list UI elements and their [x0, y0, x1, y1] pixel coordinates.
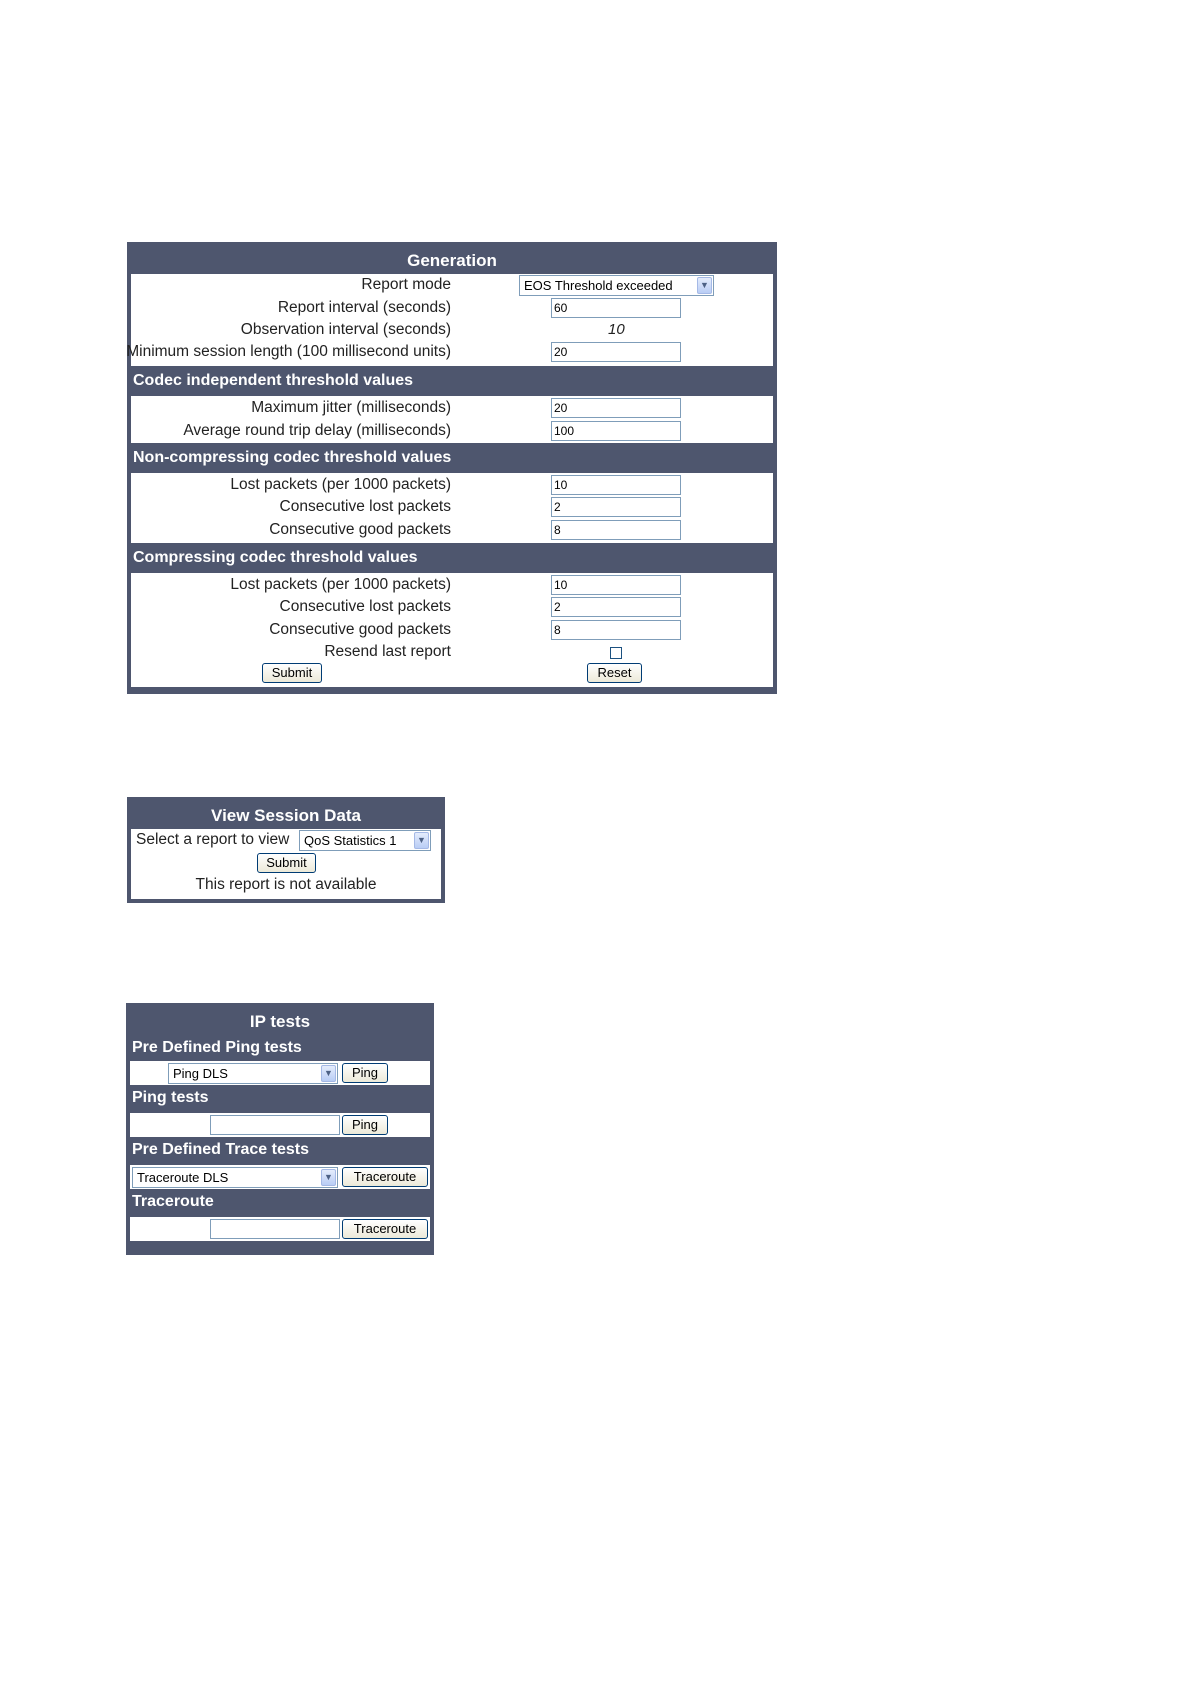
- nc-consec-good-label: Consecutive good packets: [269, 521, 451, 538]
- predef-trace-button[interactable]: Traceroute: [342, 1167, 428, 1187]
- nc-consec-lost-label: Consecutive lost packets: [279, 498, 451, 515]
- traceroute-heading: Traceroute: [132, 1193, 214, 1210]
- max-jitter-label: Maximum jitter (milliseconds): [251, 399, 451, 416]
- generation-title: Generation: [407, 251, 497, 270]
- session-submit-button[interactable]: Submit: [257, 853, 316, 873]
- c-lost-packets-label: Lost packets (per 1000 packets): [230, 576, 451, 593]
- resend-last-report-checkbox[interactable]: [610, 647, 622, 659]
- ping-button[interactable]: Ping: [342, 1115, 388, 1135]
- c-consec-good-input[interactable]: 8: [551, 620, 681, 640]
- report-interval-label: Report interval (seconds): [277, 299, 451, 316]
- ping-input[interactable]: [210, 1115, 340, 1135]
- avg-rtt-label: Average round trip delay (milliseconds): [183, 422, 451, 439]
- session-report-select[interactable]: [299, 830, 431, 851]
- nc-consec-good-input[interactable]: 8: [551, 520, 681, 540]
- predef-trace-value: Traceroute DLS: [137, 1170, 229, 1185]
- report-interval-input[interactable]: 60: [551, 298, 681, 318]
- traceroute-button[interactable]: Traceroute: [342, 1219, 428, 1239]
- resend-last-report-label: Resend last report: [324, 643, 451, 660]
- predef-ping-select[interactable]: [168, 1063, 338, 1084]
- non-compressing-heading: Non-compressing codec threshold values: [133, 449, 452, 466]
- predef-ping-box: [130, 1061, 430, 1085]
- predef-ping-value: Ping DLS: [173, 1066, 228, 1081]
- chevron-down-icon[interactable]: ▼: [321, 1065, 336, 1082]
- report-mode-select[interactable]: [519, 275, 714, 296]
- generation-panel: [127, 242, 777, 694]
- generation-basic-box: [126, 274, 773, 366]
- report-mode-label: Report mode: [361, 276, 451, 293]
- compressing-heading: Compressing codec threshold values: [133, 549, 418, 566]
- avg-rtt-input[interactable]: 100: [551, 421, 681, 441]
- generation-reset-button[interactable]: Reset: [587, 663, 642, 683]
- ping-heading: Ping tests: [132, 1089, 209, 1106]
- session-box: [131, 829, 441, 899]
- c-lost-packets-input[interactable]: 10: [551, 575, 681, 595]
- chevron-down-icon[interactable]: ▼: [414, 832, 429, 849]
- min-session-length-input[interactable]: 20: [551, 342, 681, 362]
- session-panel: [127, 797, 445, 903]
- c-consec-lost-input[interactable]: 2: [551, 597, 681, 617]
- report-mode-value: EOS Threshold exceeded: [524, 278, 673, 293]
- ping-box: [130, 1113, 430, 1137]
- non-compressing-box: [131, 473, 773, 543]
- c-consec-lost-label: Consecutive lost packets: [279, 598, 451, 615]
- session-report-value: QoS Statistics 1: [304, 833, 397, 848]
- chevron-down-icon[interactable]: ▼: [321, 1169, 336, 1186]
- max-jitter-input[interactable]: 20: [551, 398, 681, 418]
- nc-lost-packets-input[interactable]: 10: [551, 475, 681, 495]
- codec-independent-heading: Codec independent threshold values: [133, 372, 414, 389]
- codec-independent-box: [131, 396, 773, 443]
- observation-interval-label: Observation interval (seconds): [240, 321, 451, 338]
- nc-lost-packets-label: Lost packets (per 1000 packets): [230, 476, 451, 493]
- predef-trace-select[interactable]: [132, 1167, 338, 1188]
- traceroute-box: [130, 1217, 430, 1241]
- observation-interval-value: 10: [608, 321, 625, 338]
- session-select-label: Select a report to view: [136, 831, 290, 848]
- iptests-panel: [126, 1003, 434, 1255]
- iptests-title: IP tests: [249, 1012, 311, 1031]
- predef-ping-heading: Pre Defined Ping tests: [132, 1039, 302, 1056]
- session-status-text: This report is not available: [195, 876, 377, 893]
- c-consec-good-label: Consecutive good packets: [269, 621, 451, 638]
- predef-trace-box: [130, 1165, 430, 1189]
- predef-ping-button[interactable]: Ping: [342, 1063, 388, 1083]
- traceroute-input[interactable]: [210, 1219, 340, 1239]
- compressing-box: [131, 573, 773, 687]
- nc-consec-lost-input[interactable]: 2: [551, 497, 681, 517]
- chevron-down-icon[interactable]: ▼: [697, 277, 712, 294]
- predef-trace-heading: Pre Defined Trace tests: [132, 1141, 309, 1158]
- min-session-length-label: Minimum session length (100 millisecond units): [126, 343, 451, 360]
- generation-submit-button[interactable]: Submit: [262, 663, 322, 683]
- session-title: View Session Data: [211, 806, 361, 825]
